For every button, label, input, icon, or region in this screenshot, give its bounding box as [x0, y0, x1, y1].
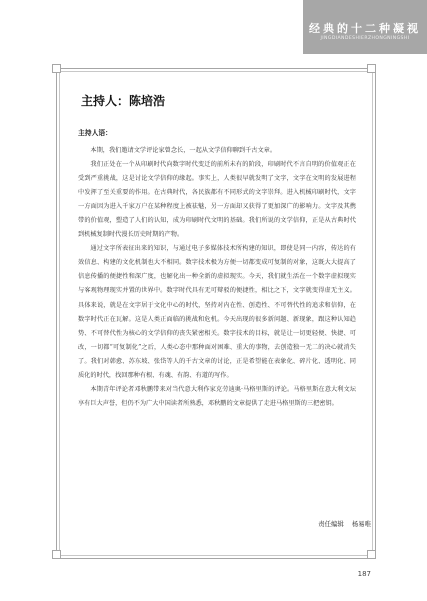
running-header [303, 0, 427, 54]
paragraph: 本期青年评论者邓秋鹏带来对当代意大利作家克劳迪奥·马格里斯的评论。马格里斯在意大利文坛享有巨大声誉，但仍不为广大中国读者所熟悉，邓秋鹏的文章提供了走进马格里斯的三把密钥。 [78, 385, 356, 407]
frame-corner-ornament [367, 64, 376, 73]
article-paragraphs [78, 144, 356, 411]
frame-corner-ornament [52, 64, 61, 73]
editor-name: 杨易唯 [351, 520, 371, 528]
paragraph: 通过文字所表征出来的知识，与通过电子多媒体技术所构建的知识，即使是同一内容，传达的有效信息、构建的文化机制也大不相同。数字技术极为方便一切都变成可复制的对象，这既大大提高了信息传播的便捷性和深广度，也解化出一种全新的虚拟现实。今天，我们就生活在一个数字虚拟现实与客观物理现实并置的世界中。数字时代具有无可辩驳的便捷性，相比之下，文字就变得虚无主义。具体来说，就是在文字居于文化中心的时代，坚持对内在性、创造性、不可替代性的追求和信仰，在数字时代正在瓦解。这是人类正面临的挑战和危机。今天出现的很多新问题、新现象，跟这种认知趋势、不可替代性为核心的文学信仰的丧失紧密相关。数字技术的目标，就是让一切更轻便、快捷、可改，一切都“可复制化”之后，人类心态中那种面对困难、重大的事物，去创造独一无二的决心就消失了。我们对韩愈、苏东坡、张岱等人的千古文章的讨论，正是希望能在表象化、碎片化、透明化、同质化的时代，找回那种有根、有魂、有韵、有道的写作。 [78, 245, 356, 379]
frame-corner-ornament [52, 550, 61, 559]
paragraph: 本期，我们邀请文学评论家曾念长，一起从文学信仰聊到千古文章。 [90, 147, 277, 154]
paragraph: 我们正处在一个从印刷时代向数字时代变迁的前所未有的阶段，印刷时代不言自明的价值观正在受到严重挑战，这是讨论文学信仰的缘起。事实上，人类很早就发明了文字，文字在文明的发展进程中发挥了至关重要的作用。在古典时代，各民族都有不同形式的文字崇拜。进入机械印刷时代，文字一方面因为进入千家万户在某种程度上被祛魅，另一方面却又获得了更加深广的影响力。文字及其携带的价值观，塑造了人们的认知，成为印刷时代文明的基础。我们所说的文学信仰，正是从古典时代到机械复制时代漫长历史时期的产物。 [78, 161, 356, 239]
editor-label: 责任编辑 [318, 520, 344, 528]
running-header-pinyin: JINGDIANDESHIERZHONGNINGSHI [320, 36, 410, 41]
editor-credit [310, 519, 371, 528]
host-words-label: 主持人语： [78, 129, 112, 137]
frame-corner-ornament [367, 550, 376, 559]
article-body [78, 92, 356, 411]
page-number: 187 [357, 570, 371, 578]
running-header-title: 经典的十二种凝视 [309, 22, 421, 35]
host-title: 主持人：陈培浩 [81, 94, 166, 108]
